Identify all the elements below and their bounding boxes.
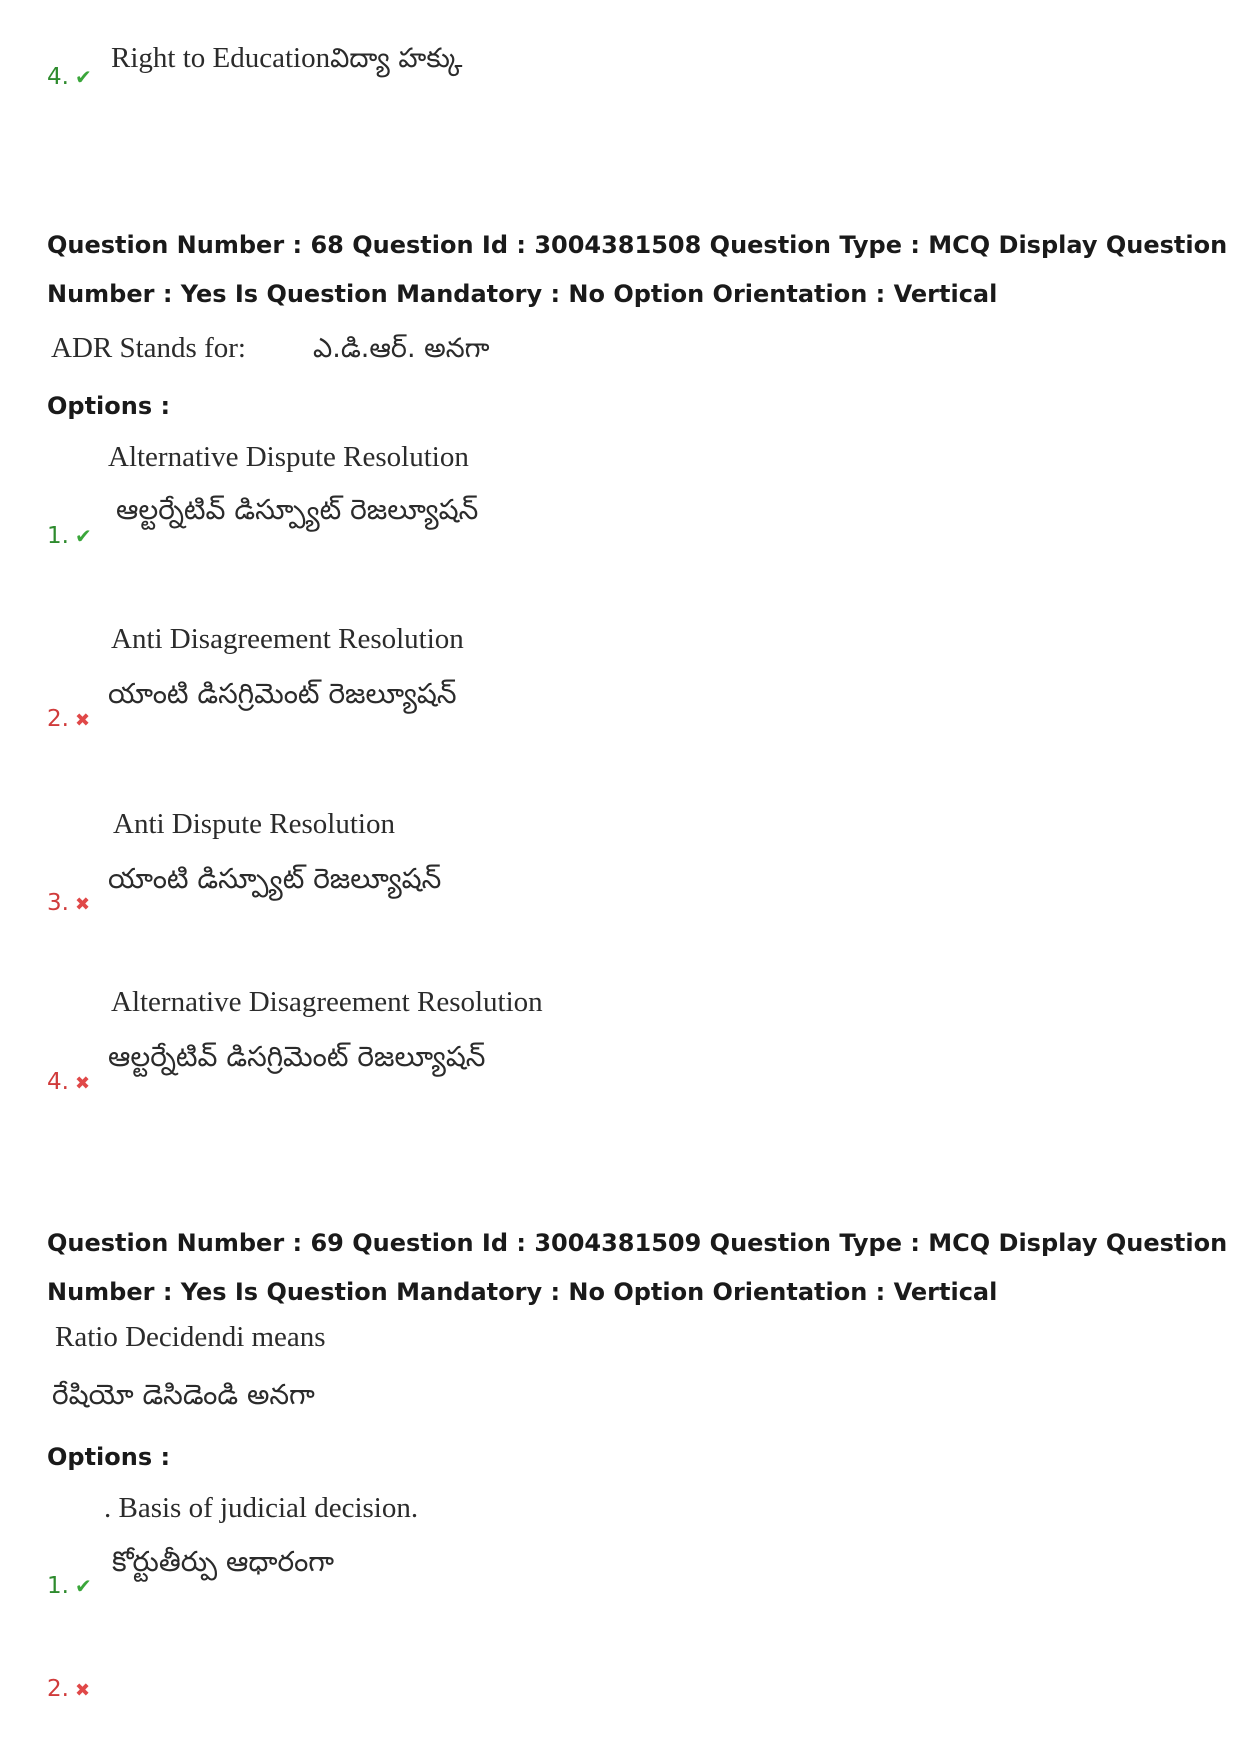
option-number-label: 1. (47, 523, 69, 549)
prev-option-4-text-en: Right to Education (111, 42, 331, 74)
check-icon: ✔ (74, 524, 92, 548)
q68-option-2-text-en: Anti Disagreement Resolution (111, 623, 464, 655)
q69-option-2-number (47, 1678, 90, 1701)
prev-option-4-text (111, 44, 462, 73)
q68-meta-line2: Number : Yes Is Question Mandatory : No Option Orientation : Vertical (47, 280, 998, 308)
prev-option-4-number (47, 66, 92, 89)
option-number-label: 3. (47, 890, 69, 916)
q69-question-en: Ratio Decidendi means (55, 1321, 326, 1353)
prev-option-4-text-te: విద్యా హక్కు (330, 43, 463, 74)
q69-meta-line1: Question Number : 69 Question Id : 3004381509 Question Type : MCQ Display Question (47, 1229, 1228, 1257)
q68-option-4-number (47, 1071, 90, 1094)
q69-option-1-text-te: కోర్టుతీర్పు ఆధారంగా (112, 1545, 335, 1578)
q68-option-3-number (47, 892, 90, 915)
q68-option-2-text-te: యాంటి డిసగ్రిమెంట్ రెజల్యూషన్ (108, 677, 457, 710)
cross-icon: ✖ (74, 710, 91, 731)
q68-option-4-text-te: ఆల్టర్నేటివ్ డిసగ్రిమెంట్ రెజల్యూషన్ (108, 1040, 486, 1073)
q68-options-label: Options : (47, 392, 171, 420)
q69-meta-line2: Number : Yes Is Question Mandatory : No Option Orientation : Vertical (47, 1278, 998, 1306)
check-icon: ✔ (74, 1574, 92, 1598)
option-number-label: 4. (47, 1069, 69, 1095)
q68-option-1-number (47, 525, 92, 548)
q68-option-1-text-te: ఆల్టర్నేటివ్ డిస్ప్యూట్ రెజల్యూషన్ (116, 493, 479, 526)
cross-icon: ✖ (74, 1680, 91, 1701)
q68-option-4-text-en: Alternative Disagreement Resolution (111, 986, 543, 1018)
check-icon: ✔ (74, 65, 92, 89)
q69-option-1-number (47, 1575, 92, 1598)
q68-option-1-text-en: Alternative Dispute Resolution (108, 441, 469, 473)
option-number-label: 2. (47, 1676, 69, 1702)
q69-option-1-text-en: . Basis of judicial decision. (104, 1492, 419, 1524)
q68-question-te: ఎ.డి.ఆర్. అనగా (313, 333, 490, 364)
cross-icon: ✖ (74, 1073, 91, 1094)
q68-option-3-text-te: యాంటి డిస్ప్యూట్ రెజల్యూషన్ (108, 862, 442, 895)
option-number-label: 2. (47, 706, 69, 732)
q68-option-2-number (47, 708, 90, 731)
q68-option-3-text-en: Anti Dispute Resolution (113, 808, 395, 840)
q68-meta-line1: Question Number : 68 Question Id : 3004381508 Question Type : MCQ Display Question (47, 231, 1228, 259)
q68-question-en: ADR Stands for: (51, 332, 246, 364)
option-number-label: 1. (47, 1573, 69, 1599)
q69-question-te: రేషియో డెసిడెండి అనగా (52, 1378, 315, 1411)
q69-options-label: Options : (47, 1443, 171, 1471)
q68-question-text (51, 334, 490, 363)
cross-icon: ✖ (74, 894, 91, 915)
option-number-label: 4. (47, 64, 69, 90)
